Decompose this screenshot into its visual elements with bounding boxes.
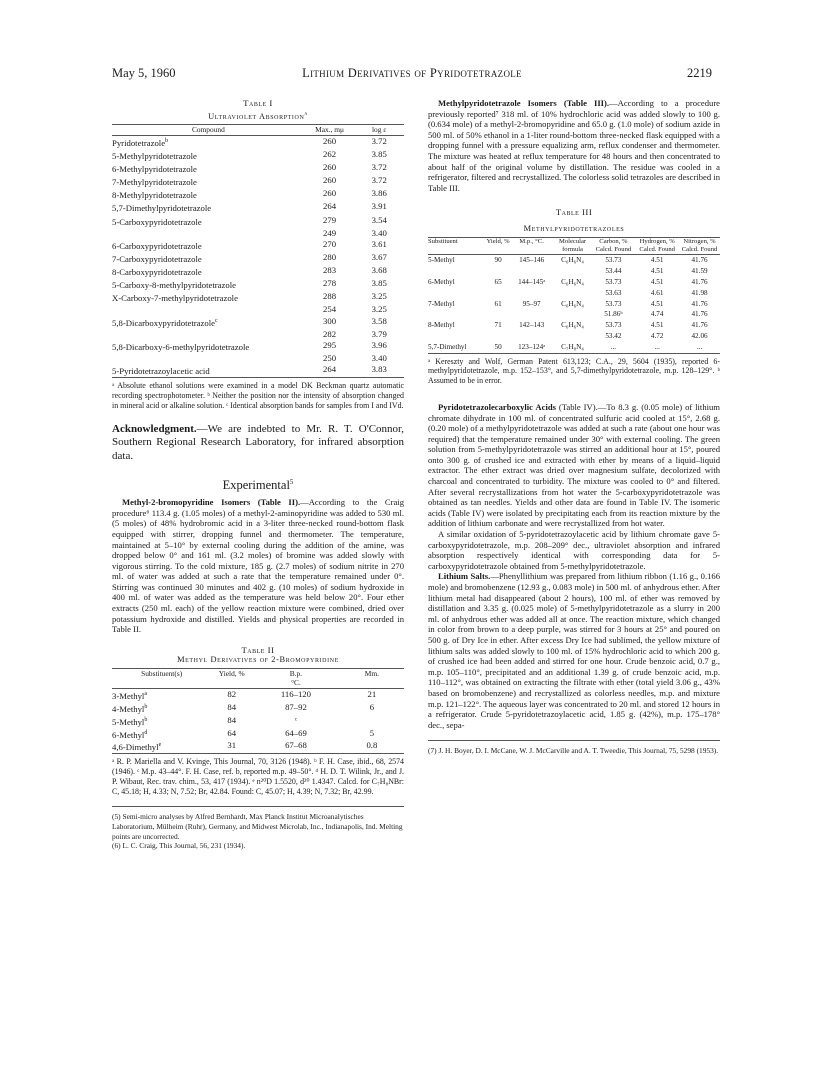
cell-compound: [112, 201, 305, 214]
cell-formula: C₇H₈N₄: [554, 342, 592, 353]
table-row: [428, 288, 720, 299]
cell-log: 3.86: [371, 188, 387, 199]
cell-compound: [112, 329, 305, 340]
cell-mp: [510, 288, 554, 299]
col-bp: B.p. °C.: [252, 669, 340, 689]
table-1-footnote: ᵃ Absolute ethanol solutions were examined in a model DK Beckman quartz automatic recording spectrophotometer. ᵇ Neither the position nor the intensity of absorption changed in mineral acid or alkaline solution. ᶜ Identical absorption bands for samples from I and IVd.: [112, 381, 404, 410]
cell-max: 300: [323, 315, 337, 326]
table-1-title: Table I: [243, 98, 273, 108]
cell-bp: 64–69: [285, 727, 307, 738]
cell-nitrogen: ...: [679, 342, 720, 353]
substituent-name: 6-Methyl: [112, 729, 145, 740]
cell-mp: [510, 331, 554, 342]
cell-substituent: [112, 740, 211, 753]
col-substituent: Substituent(s): [112, 669, 211, 689]
cell-substituent: [428, 266, 486, 277]
cell-mm: [340, 715, 404, 728]
left-column: [112, 98, 404, 851]
cell-hydrogen: 4.51: [650, 299, 664, 308]
cell-yield: [486, 288, 509, 299]
cell-hydrogen: 4.72: [650, 331, 664, 340]
table-row: [112, 340, 404, 353]
page-header: [112, 66, 712, 82]
table-row: [428, 255, 720, 266]
cell-carbon: 53.73: [605, 256, 622, 265]
col-compound: Compound: [112, 124, 305, 135]
paragraph-oxidation: A similar oxidation of 5-pyridotetrazoylacetic acid by lithium chromate gave 5-carboxypyridotetrazole, m.p. 208–209° dec., ultraviolet absorption and infrared absorption respectively identical with corresponding data for 5-carboxypyridotetrazole obtained from 5-methylpyridotetrazole.: [428, 529, 720, 571]
table-row: [428, 266, 720, 277]
col-hydrogen: Hydrogen, % Calcd. Found: [635, 237, 679, 255]
cell-compound: [112, 239, 305, 252]
footnote-5: (5) Semi-micro analyses by Alfred Bernhardt, Max Planck Institut Microanalytisches Laboratorium, Mülheim (Ruhr), Germany, and Midwest Microlab, Inc., Indianapolis, Ind. Melting points are uncorrected.: [112, 812, 403, 841]
table-3-grid: [428, 237, 720, 354]
page-number: 2219: [687, 66, 712, 80]
cell-log: 3.25: [371, 304, 387, 315]
cell-substituent: 5,7-Dimethyl: [428, 342, 486, 353]
cell-carbon: 51.86ᵇ: [604, 310, 623, 319]
cell-formula: C₆H₆N₄: [561, 321, 584, 330]
cell-mp: 95–97: [522, 299, 541, 308]
cell-max: 264: [323, 201, 337, 212]
table-row: [428, 331, 720, 342]
cell-compound: [112, 316, 305, 329]
cell-formula: [554, 331, 592, 342]
cell-yield: [486, 331, 509, 342]
cell-carbon: 53.73: [605, 277, 622, 286]
table-row: [112, 702, 404, 715]
cell-carbon: 53.63: [605, 288, 622, 297]
cell-substituent: [112, 702, 211, 715]
cell-nitrogen: 41.76: [691, 256, 708, 265]
table-3-body: [428, 255, 720, 353]
table-row: [428, 342, 720, 353]
cell-carbon: ...: [592, 342, 636, 353]
cell-yield: 84: [227, 714, 237, 725]
table-1: [112, 98, 404, 411]
right-column: [428, 98, 720, 756]
compound-name: 6-Carboxypyridotetrazole: [112, 240, 202, 251]
paragraph-isomers: Methylpyridotetrazole Isomers (Table III).—According to a procedure previously reported⁷ 318 ml. of 10% hydrochloric acid was added slowly to 100 g. (0.634 mole) of a methyl-2-bromopyridine and 65.0 g. (1.0 mole) of sodium azide in 500 ml. of 50% ethanol in a 1-liter round-bottom three-necked flask equipped with a dropping funnel with a pressure equalizing arm, reflux condenser and thermometer. The mixture was heated at reflux temperature for 48 hours and then concentrated to about half of the original volume by distillation. The residue was cooled in a refrigerator, filtered and recrystallized. The colorless solid tetrazoles are described in Table III.: [428, 98, 720, 193]
table-row: [112, 175, 404, 188]
cell-substituent: 6-Methyl: [428, 277, 455, 286]
substituent-name: 4-Methyl: [112, 703, 145, 714]
footnote-mark: c: [215, 317, 218, 324]
cell-max: 254: [323, 304, 337, 315]
experimental-heading: Experimental$^5$: [222, 478, 294, 493]
table-3: [428, 207, 720, 386]
table-3-title: Table III: [555, 207, 593, 218]
table-row: [428, 277, 720, 288]
compound-name: 8-Carboxypyridotetrazole: [112, 266, 202, 277]
table-row: [112, 162, 404, 175]
cell-mp: 145–146: [519, 256, 545, 265]
right-footnotes: [428, 740, 720, 756]
footnote-mark: e: [158, 742, 162, 749]
header-date: May 5, 1960: [112, 66, 176, 80]
compound-name: 6-Methylpyridotetrazole: [112, 164, 197, 175]
cell-compound: [112, 278, 305, 291]
cell-compound: [112, 188, 305, 201]
cell-max: 283: [323, 265, 337, 276]
cell-substituent: 7-Methyl: [428, 299, 455, 308]
cell-bp: 116–120: [280, 688, 311, 699]
cell-nitrogen: 41.59: [691, 267, 708, 276]
table-row: [428, 320, 720, 331]
cell-log: 3.72: [371, 175, 387, 186]
footnote-mark: b: [144, 703, 148, 710]
cell-mm: 0.8: [340, 740, 404, 753]
footnote-7: (7) J. H. Boyer, D. I. McCane, W. J. McCarville and A. T. Tweedie, This Journal, 75, 5298 (1953).: [428, 746, 719, 756]
cell-substituent: [428, 288, 486, 299]
table-row: [112, 252, 404, 265]
table-2-footnote: ᵃ R. P. Mariella and V. Kvinge, This Journal, 70, 3126 (1948). ᵇ F. H. Case, ibid., 68, 2574 (1946). ᶜ M.p. 43–44°. F. H. Case, ref. b, reported m.p. 49–50°. ᵈ H. D. T. Wilink, Jr., and J. P. Wibaut, Rec. trav. chim., 53, 417 (1934). ᵉ n²⁰D 1.5520, d²⁰ 1.4347. Calcd. for C₇H₈NBr: C, 45.18; H, 4.33; N, 7.52; Br, 42.84. Found: C, 45.07; H, 4.39; N, 7.32; Br, 42.99.: [112, 757, 404, 796]
cell-compound: [112, 340, 305, 353]
col-substituent: Substituent: [428, 237, 486, 255]
table-row: [112, 316, 404, 329]
cell-mp: 142–143: [519, 321, 545, 330]
col-nitrogen: Nitrogen, % Calcd. Found: [679, 237, 720, 255]
cell-max: 249: [323, 227, 337, 238]
cell-substituent: [428, 331, 486, 342]
cell-mp: 123–124ᵃ: [510, 342, 554, 353]
cell-max: 280: [323, 251, 337, 262]
cell-yield: 90: [494, 256, 502, 265]
cell-max: 260: [323, 175, 337, 186]
cell-max: 270: [323, 238, 337, 249]
cell-mm: 21: [367, 688, 377, 699]
cell-max: 260: [323, 135, 337, 146]
compound-name: 8-Methylpyridotetrazole: [112, 190, 197, 201]
cell-yield: 31: [211, 740, 252, 753]
cell-bp: 67–68: [252, 740, 340, 753]
cell-log: 3.67: [371, 251, 387, 262]
cell-nitrogen: 42.06: [691, 331, 708, 340]
cell-max: 295: [323, 339, 337, 350]
cell-compound: [112, 228, 305, 239]
cell-formula: [554, 288, 592, 299]
cell-carbon: 53.42: [605, 331, 622, 340]
cell-hydrogen: 4.51: [650, 267, 664, 276]
cell-log: 3.61: [371, 238, 387, 249]
table-row: [112, 239, 404, 252]
cell-log: 3.54: [371, 214, 387, 225]
compound-name: X-Carboxy-7-methylpyridotetrazole: [112, 293, 238, 304]
col-mm: Mm.: [340, 669, 404, 689]
paragraph-acids: Pyridotetrazolecarboxylic Acids (Table IV).—To 8.3 g. (0.05 mole) of lithium chromate dihydrate in 100 ml. of concentrated sulfuric acid cooled at 15°, 2.68 g. (0.20 mole) of a methylpyridotetrazole was added at such a rate (about one hour was required) that the temperature remained under 30° with external cooling. The green solution from 5-methylpyridotetrazole was stirred an additional hour at 15°, poured onto 300 g. of crushed ice and extracted with ether by means of a liquid–liquid extractor. The ether extract was dried over magnesium sulfate, decolorized with charcoal and concentrated to turbidity. The mixture was cooled to 0° and filtered. After several recrystallizations from hot water the 5-carboxypyridotetrazole was obtained as tan needles. Yields and other data are found in Table IV. The isomeric acids (Table IV) were isolated by precipitating each from its reaction mixture by the addition of lithium carbonate and were recrystallized from hot water.: [428, 401, 720, 529]
compound-name: 5,7-Dimethylpyridotetrazole: [112, 203, 212, 214]
table-row: [112, 278, 404, 291]
cell-max: 250: [323, 352, 337, 363]
col-formula: Molecular formula: [554, 237, 592, 255]
cell-yield: 64: [227, 727, 237, 738]
substituent-name: 5-Methyl: [112, 716, 145, 727]
table-row: [428, 299, 720, 310]
cell-yield: 61: [494, 299, 502, 308]
table-1-body: [112, 135, 404, 377]
table-2-grid: [112, 668, 404, 754]
table-1-subtitle: Ultraviolet Absorption$^a$: [208, 110, 308, 121]
cell-yield: 84: [227, 701, 237, 712]
cell-max: 282: [323, 328, 337, 339]
cell-log: 3.72: [371, 162, 387, 173]
cell-hydrogen: ...: [635, 342, 679, 353]
paragraph-bromopyridine: Methyl-2-bromopyridine Isomers (Table II).—According to the Craig procedure⁶ 113.4 g. (1.05 moles) of a methyl-2-aminopyridine was added to 530 ml. (5 moles) of 48% hydrobromic acid in a 3-liter three-necked round-bottom flask equipped with stirrer, dropping funnel and thermometer. The temperature, maintained at 5–10° by external cooling during the addition of the amine, was dropped below 0° and 161 ml. (3.2 moles) of bromine was added slowly with vigorous stirring. To the cold mixture, 185 g. (2.7 moles) of sodium nitrite in 270 ml. of water was added at such a rate that the temperature remained under 0°. Stirring was continued 30 minutes and 402 g. (10 moles) of sodium hydroxide in 400 ml. of water was added as the temperature was held below 20°. Four ether extracts (250 ml. each) of the yellow reaction mixture were combined, dried over potassium hydroxide and distilled. Yields and physical properties are recorded in Table II.: [112, 497, 404, 635]
footnote-mark: d: [144, 729, 148, 736]
compound-name: 5,8-Dicarboxy-6-methylpyridotetrazole: [112, 341, 250, 352]
cell-substituent: [112, 688, 211, 701]
cell-substituent: [112, 715, 211, 728]
cell-compound: [112, 215, 305, 228]
header-title: Lithium Derivatives of Pyridotetrazole: [302, 66, 522, 80]
cell-max: 264: [305, 364, 355, 378]
cell-log: 3.85: [371, 278, 387, 289]
footnote-mark: a: [144, 690, 148, 697]
cell-max: 260: [323, 162, 337, 173]
compound-name: 5,8-Dicarboxypyridotetrazole: [112, 317, 216, 328]
cell-compound: [112, 252, 305, 265]
compound-name: 5-Methylpyridotetrazole: [112, 150, 197, 161]
cell-nitrogen: 41.76: [691, 321, 708, 330]
table-2-title: Table II: [241, 644, 275, 655]
cell-compound: [112, 175, 305, 188]
table-row: [112, 149, 404, 162]
cell-hydrogen: 4.51: [650, 256, 664, 265]
col-carbon: Carbon, % Calcd. Found: [592, 237, 636, 255]
cell-log: 3.58: [371, 315, 387, 326]
cell-log: 3.40: [371, 227, 387, 238]
cell-log: 3.79: [371, 328, 387, 339]
compound-name: 5-Carboxy-8-methylpyridotetrazole: [112, 280, 236, 291]
cell-log: 3.83: [354, 364, 404, 378]
table-row: [112, 228, 404, 239]
cell-carbon: 53.73: [605, 321, 622, 330]
cell-nitrogen: 41.76: [691, 299, 708, 308]
cell-formula: C₆H₆N₄: [561, 277, 584, 286]
cell-log: 3.25: [371, 291, 387, 302]
cell-hydrogen: 4.51: [650, 277, 664, 286]
cell-compound: [112, 291, 305, 304]
cell-yield: [486, 266, 509, 277]
cell-compound: [112, 353, 305, 364]
cell-max: 278: [323, 278, 337, 289]
cell-max: 260: [323, 188, 337, 199]
cell-log: 3.40: [371, 352, 387, 363]
table-row: [112, 201, 404, 214]
cell-log: 3.72: [371, 135, 387, 146]
footnote-mark: b: [144, 716, 148, 723]
cell-nitrogen: 41.76: [691, 277, 708, 286]
table-row: [112, 215, 404, 228]
cell-substituent: 5-Methyl: [428, 256, 455, 265]
compound-name: 7-Carboxypyridotetrazole: [112, 253, 202, 264]
cell-compound: [112, 364, 305, 378]
table-2-subtitle: Methyl Derivatives of 2-Bromopyridine: [177, 655, 339, 665]
paragraph-lithium-salts: Lithium Salts.—Phenyllithium was prepared from lithium ribbon (1.16 g., 0.166 mole) and bromobenzene (12.93 g., 0.083 mole) in 500 ml. of anhydrous ether. After lithium metal had disappeared (about 2 hours), 100 ml. of ether was removed by distillation and 3.35 g. (0.025 mole) of 5-methylpyridotetrazole as a slurry in 200 ml. of anhydrous ether was added all at once. The reaction mixture, which changed in color from brown to a deep purple, was stirred for 3 hours at 25° and poured on 500 g. of Dry Ice in ether. After excess Dry Ice had sublimed, the yellow mixture of lithium salts was added slowly to 100 ml. of 15% hydrochloric acid to which 200 g. of crushed ice had been added and stirred for one hour. Crude benzoic acid, 0.7 g., m.p. 105–110°, precipitated and an additional 1.39 g. of crude benzoic acid, m.p. 110–112°, was obtained on extracting the filtrate with ether (total yield 3.06 g., 43% based on bromobenzene) and recrystallized as colorless needles, m.p. and mixture m.p. 121–122°. The aqueous layer was concentrated to 20 ml. and stored 12 hours in a refrigerator. Crude 5-pyridotetrazoylacetic acid, 1.85 g. (42%), m.p. 175–178° dec., sepa-: [428, 571, 720, 730]
cell-hydrogen: 4.51: [650, 321, 664, 330]
cell-compound: [112, 149, 305, 162]
cell-formula: [554, 309, 592, 320]
table-row: [428, 309, 720, 320]
compound-name: 5-Carboxypyridotetrazole: [112, 216, 202, 227]
cell-formula: C₆H₆N₄: [561, 299, 584, 308]
col-max: Max., mμ: [305, 124, 355, 135]
col-yield: Yield, %: [211, 669, 252, 689]
cell-yield: 71: [494, 321, 502, 330]
substituent-name: 3-Methyl: [112, 690, 145, 701]
table-row: [112, 728, 404, 741]
cell-log: 3.85: [371, 149, 387, 160]
cell-nitrogen: 41.76: [691, 310, 708, 319]
cell-yield: [486, 309, 509, 320]
cell-formula: C₆H₆N₄: [561, 256, 584, 265]
cell-mm: 6: [369, 701, 375, 712]
cell-bp: 87–92: [285, 701, 307, 712]
table-row: [112, 364, 404, 378]
table-2-body: [112, 688, 404, 753]
cell-mm: 5: [369, 727, 375, 738]
cell-log: 3.68: [371, 265, 387, 276]
table-row: [112, 188, 404, 201]
table-row: [112, 135, 404, 149]
cell-log: 3.91: [371, 201, 387, 212]
cell-yield: 65: [494, 277, 502, 286]
cell-bp: ᶜ: [294, 714, 298, 725]
cell-compound: [112, 265, 305, 278]
table-row: [112, 715, 404, 728]
cell-max: 279: [323, 214, 337, 225]
compound-name: Pyridotetrazole: [112, 137, 166, 148]
cell-substituent: [112, 728, 211, 741]
cell-compound: [112, 135, 305, 149]
cell-substituent: [428, 309, 486, 320]
cell-log: 3.96: [371, 339, 387, 350]
table-1-grid: [112, 124, 404, 378]
table-row: [112, 304, 404, 315]
cell-substituent: 8-Methyl: [428, 321, 455, 330]
cell-compound: [112, 162, 305, 175]
cell-max: 288: [323, 291, 337, 302]
col-yield: Yield, %: [486, 237, 509, 255]
cell-max: 262: [323, 149, 337, 160]
cell-mp: [510, 266, 554, 277]
cell-mp: 144–145ᵃ: [518, 277, 546, 286]
table-3-subtitle: Methylpyridotetrazoles: [523, 223, 625, 233]
cell-carbon: 53.73: [605, 299, 622, 308]
table-row: [112, 291, 404, 304]
col-mp: M.p., °C.: [510, 237, 554, 255]
cell-hydrogen: 4.61: [650, 288, 664, 297]
acknowledgment: Acknowledgment.—We are indebted to Mr. R. T. O'Connor, Southern Regional Research Laboratory, for infrared absorption data.: [112, 422, 404, 462]
cell-compound: [112, 304, 305, 315]
cell-yield: 50: [486, 342, 509, 353]
footnote-6: (6) L. C. Craig, This Journal, 56, 231 (1934).: [112, 841, 246, 851]
footnote-mark: b: [165, 137, 169, 144]
cell-carbon: 53.44: [605, 267, 622, 276]
cell-formula: [554, 266, 592, 277]
table-row: [112, 265, 404, 278]
left-footnotes: [112, 806, 404, 850]
cell-hydrogen: 4.74: [650, 310, 664, 319]
table-2: [112, 645, 404, 797]
substituent-name: 4,6-Dimethyl: [112, 742, 159, 753]
compound-name: 7-Methylpyridotetrazole: [112, 177, 197, 188]
table-row: [112, 353, 404, 364]
col-log: log ε: [354, 124, 404, 135]
compound-name: 5-Pyridotetrazoylacetic acid: [112, 366, 210, 376]
table-row: [112, 740, 404, 753]
table-row: [112, 329, 404, 340]
table-row: [112, 688, 404, 701]
table-3-footnote: ᵃ Keresztу and Wolf, German Patent 613,123; C.A., 29, 5604 (1935), reported 6-methylpyridotetrazole, m.p. 152–153°, and 5,7-dimethylpyridotetrazole, m.p. 128–129°. ᵇ Assumed to be in error.: [428, 356, 720, 386]
cell-yield: 82: [227, 688, 237, 699]
cell-mp: [510, 309, 554, 320]
cell-nitrogen: 41.98: [691, 288, 708, 297]
